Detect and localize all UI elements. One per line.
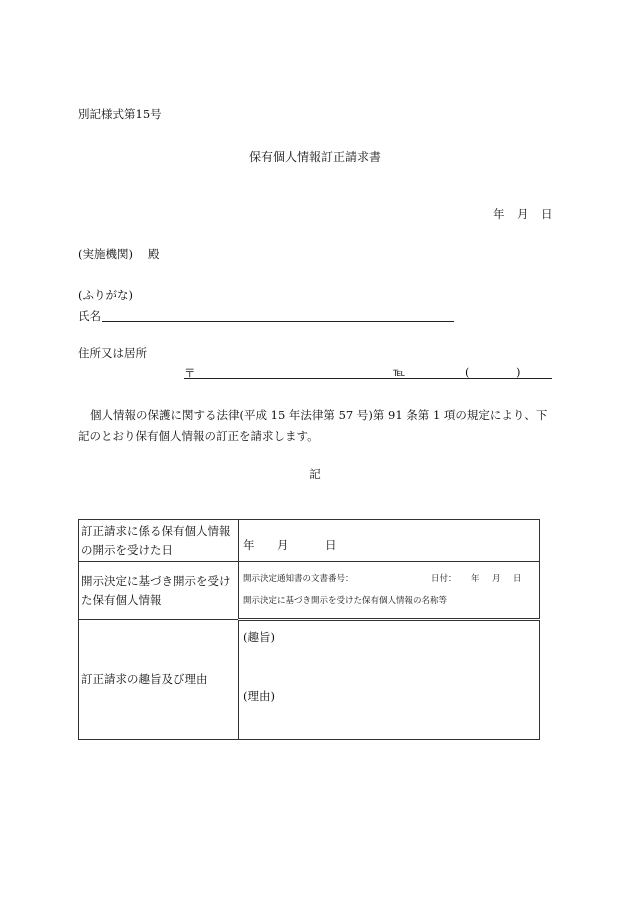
postal-mark: 〒 [184,366,196,380]
disclosure-year: 年 [243,537,255,552]
reason-label: (理由) [243,689,275,703]
addressee-org: (実施機関) [78,247,133,261]
furigana-label: (ふりがな) [78,288,133,302]
name-field-line[interactable] [102,321,454,322]
disclosure-date-cell[interactable] [239,520,540,562]
form-number: 別記様式第15号 [78,107,162,121]
request-statement: 個人情報の保護に関する法律(平成 15 年法律第 57 号)第 91 条第 1 項の規定により、下記のとおり保有個人情報の訂正を請求します。 [78,408,548,443]
address-label: 住所又は居所 [78,346,147,360]
date-day: 日 [541,207,553,221]
row-label-purpose-reason: 訂正請求の趣旨及び理由 [79,620,239,740]
purpose-label: (趣旨) [243,630,275,644]
notice-day: 日 [513,574,522,584]
date-month: 月 [517,207,529,221]
address-field-line[interactable] [184,378,552,379]
disclosure-month: 月 [277,537,289,552]
notice-year: 年 [471,574,480,584]
notice-date-label: 日付： [431,574,457,584]
notice-month: 月 [492,574,501,584]
info-name-label: 開示決定に基づき開示を受けた保有個人情報の名称等 [243,596,448,606]
correction-request-table [78,519,540,740]
table-row-purpose-reason [79,620,540,740]
name-label: 氏名 [78,309,101,323]
tel-paren-close: ) [516,365,521,379]
addressee-honorific: 殿 [148,247,160,261]
disclosure-day: 日 [325,537,337,552]
notice-number-label: 開示決定通知書の文書番号： [243,574,354,584]
date-year: 年 [493,207,505,221]
disclosed-info-cell[interactable] [239,562,540,620]
row-label-disclosed-info: 開示決定に基づき開示を受けた保有個人情報 [79,562,239,620]
document-title: 保有個人情報訂正請求書 [248,150,381,164]
tel-mark: ℡ [393,365,406,379]
purpose-reason-cell[interactable] [239,620,540,740]
row-label-disclosure-date: 訂正請求に係る保有個人情報の開示を受けた日 [79,520,239,562]
tel-paren-open: ( [465,365,470,379]
table-row-disclosure-date [79,520,540,562]
table-row-disclosed-info [79,562,540,620]
ki-heading: 記 [309,467,321,481]
